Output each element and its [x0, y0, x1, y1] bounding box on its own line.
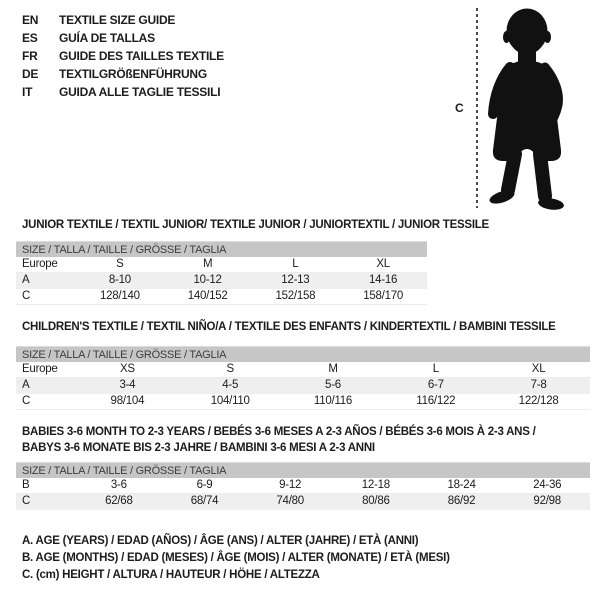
language-title: GUIDA ALLE TAGLIE TESSILI: [59, 85, 221, 99]
row-label: C: [22, 395, 31, 407]
table-body: [16, 478, 590, 510]
height-measure-label: C: [455, 101, 464, 115]
table-cell: 10-12: [193, 274, 222, 286]
table-cell: 14-16: [369, 274, 398, 286]
language-row: [22, 47, 224, 65]
table-cell: 5-6: [325, 379, 341, 391]
language-title: TEXTILGRÖßENFÜHRUNG: [59, 67, 207, 81]
table-cell: S: [116, 258, 124, 270]
table-row: [16, 378, 590, 394]
row-cells: [76, 257, 427, 272]
row-label: A: [22, 379, 30, 391]
language-row: [22, 83, 224, 101]
table-title-children: CHILDREN'S TEXTILE / TEXTIL NIÑO/A / TEXTILE DES ENFANTS / KINDERTEXTIL / BAMBINI TESSILE: [22, 321, 556, 333]
height-dotted-line: [476, 8, 478, 208]
language-title: GUÍA DE TALLAS: [59, 31, 155, 45]
table-row: [16, 362, 590, 378]
row-cells: [76, 362, 590, 377]
table-cell: 80/86: [362, 495, 390, 507]
table-cell: 140/152: [187, 290, 228, 302]
row-cells: [76, 273, 427, 288]
table-cell: 152/158: [275, 290, 316, 302]
table-cell: 24-36: [533, 479, 562, 491]
table-cell: 98/104: [110, 395, 145, 407]
table-cell: 68/74: [190, 495, 219, 507]
row-label: Europe: [22, 258, 58, 270]
table-cell: M: [202, 258, 213, 270]
footnotes: [22, 533, 450, 584]
table-title-babies-line1: BABIES 3-6 MONTH TO 2-3 YEARS / BEBÉS 3-6 MESES A 2-3 AÑOS / BÉBÉS 3-6 MOIS À 2-3 ANS /: [22, 426, 536, 438]
table-title-junior: JUNIOR TEXTILE / TEXTIL JUNIOR/ TEXTILE JUNIOR / JUNIORTEXTIL / JUNIOR TESSILE: [22, 219, 489, 231]
table-cell: 12-13: [281, 274, 310, 286]
table-row: [16, 257, 427, 273]
table-cell: XL: [376, 258, 390, 270]
table-row: [16, 273, 427, 289]
table-cell: L: [292, 258, 299, 270]
table-cell: 62/68: [105, 495, 133, 507]
table-cell: 12-18: [361, 479, 390, 491]
table-cell: 128/140: [99, 290, 140, 302]
row-label: C: [22, 495, 31, 507]
table-cell: 4-5: [222, 379, 239, 391]
table-cell: 92/98: [533, 495, 561, 507]
table-cell: 9-12: [279, 479, 302, 491]
language-code: DE: [22, 67, 39, 81]
table-cell: 122/128: [518, 395, 559, 407]
language-code: FR: [22, 49, 38, 63]
table-cell: 6-7: [427, 379, 444, 391]
language-code: EN: [22, 13, 39, 27]
row-cells: [76, 494, 590, 509]
table-cell: 3-4: [119, 379, 136, 391]
table-cell: 86/92: [447, 495, 476, 507]
table-header-bar: SIZE / TALLA / TAILLE / GRÖSSE / TAGLIA: [16, 346, 590, 362]
row-label: Europe: [22, 363, 58, 375]
table-cell: XL: [531, 363, 546, 375]
row-cells: [76, 478, 590, 493]
table-cell: S: [226, 363, 234, 375]
table-row: [16, 394, 590, 410]
row-cells: [76, 394, 590, 409]
language-row: [22, 11, 224, 29]
language-row: [22, 65, 224, 83]
row-label: B: [22, 479, 30, 491]
table-cell: L: [432, 363, 439, 375]
table-row: [16, 289, 427, 305]
table-header-bar: SIZE / TALLA / TAILLE / GRÖSSE / TAGLIA: [16, 241, 427, 257]
baby-silhouette-icon: [487, 4, 599, 214]
language-list: [22, 11, 224, 101]
table-cell: 110/116: [313, 395, 353, 407]
table-body: [16, 257, 427, 305]
table-cell: XS: [119, 363, 135, 375]
table-cell: M: [328, 363, 338, 375]
table-body: [16, 362, 590, 410]
table-cell: 8-10: [108, 274, 131, 286]
size-table-junior: [16, 241, 427, 305]
footnote-line: B. AGE (MONTHS) / EDAD (MESES) / ÂGE (MOIS) / ALTER (MONATE) / ETÀ (MESI): [22, 552, 450, 564]
language-row: [22, 29, 224, 47]
row-cells: [76, 378, 590, 393]
table-cell: 6-9: [196, 479, 213, 491]
size-table-children: [16, 346, 590, 410]
table-row: [16, 478, 590, 494]
table-cell: 158/170: [363, 290, 404, 302]
table-cell: 116/122: [416, 395, 456, 407]
row-cells: [76, 289, 427, 304]
table-cell: 18-24: [447, 479, 476, 491]
footnote-line: C. (cm) HEIGHT / ALTURA / HAUTEUR / HÖHE / ALTEZZA: [22, 569, 320, 581]
table-title-babies-line2: BABYS 3-6 MONATE BIS 2-3 JAHRE / BAMBINI 3-6 MESI A 2-3 ANNI: [22, 442, 375, 454]
table-cell: 74/80: [276, 495, 304, 507]
table-title-babies: [22, 424, 536, 456]
table-header-bar: SIZE / TALLA / TAILLE / GRÖSSE / TAGLIA: [16, 462, 590, 478]
language-title: GUIDE DES TAILLES TEXTILE: [59, 49, 224, 63]
row-label: A: [22, 274, 30, 286]
table-row: [16, 494, 590, 510]
size-table-babies: [16, 462, 590, 510]
language-code: ES: [22, 31, 38, 45]
language-code: IT: [22, 85, 33, 99]
row-label: C: [22, 290, 31, 302]
table-cell: 104/110: [210, 395, 250, 407]
table-cell: 7-8: [530, 379, 547, 391]
table-cell: 3-6: [110, 479, 127, 491]
footnote-line: A. AGE (YEARS) / EDAD (AÑOS) / ÂGE (ANS) / ALTER (JAHRE) / ETÀ (ANNI): [22, 535, 419, 547]
language-title: TEXTILE SIZE GUIDE: [59, 13, 176, 27]
